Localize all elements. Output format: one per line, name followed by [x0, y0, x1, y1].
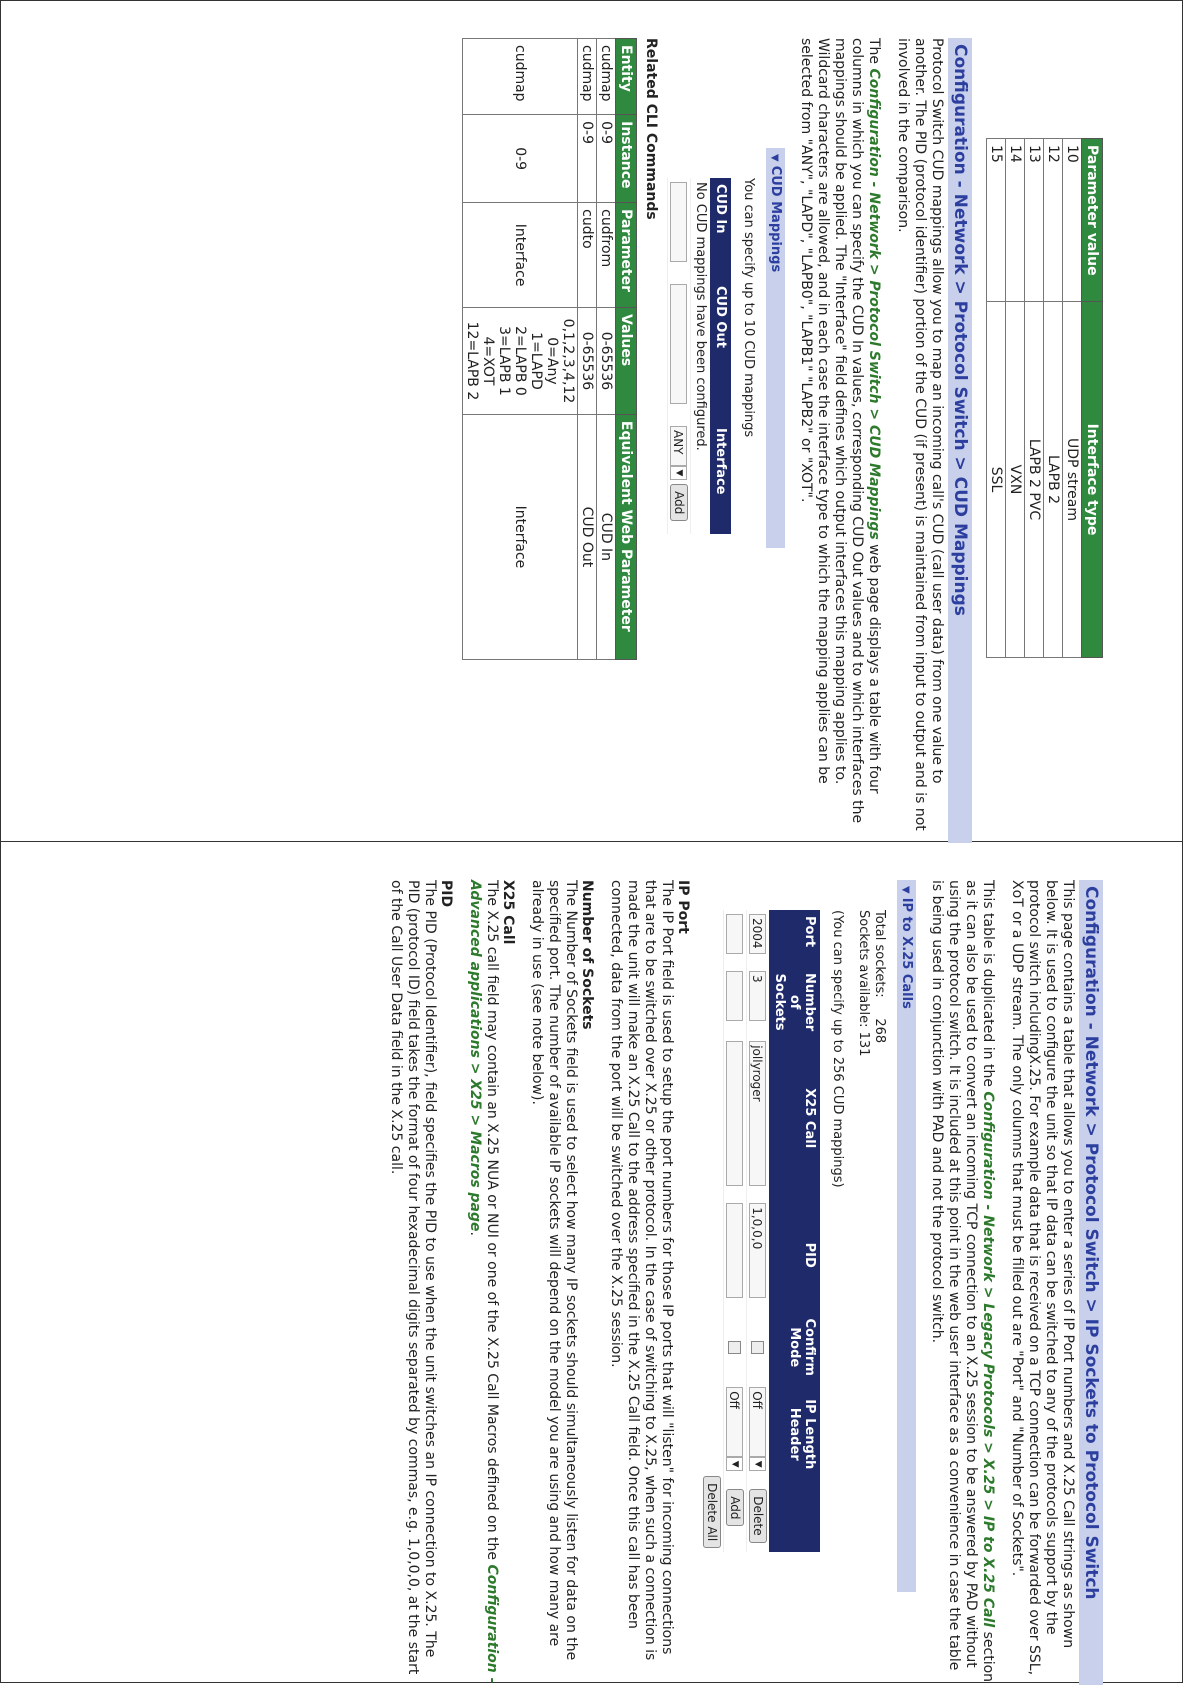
value-line: 1=LAPD: [528, 332, 544, 390]
cell: CUD In: [597, 414, 616, 659]
table-row: [1025, 139, 1044, 658]
cell: [668, 280, 691, 422]
dropdown-arrow-icon[interactable]: ▼: [727, 1457, 744, 1471]
col-interface-type: Interface type: [1082, 302, 1103, 658]
cell: [747, 1311, 770, 1383]
table-row: [1006, 139, 1025, 658]
port-input[interactable]: 2004: [750, 914, 767, 954]
cell: SSL: [987, 302, 1006, 658]
col-entity: Entity: [616, 39, 637, 115]
cell: 12: [1044, 139, 1063, 302]
intro-paragraph: Protocol Switch CUD mappings allow you to map an incoming call's CUD (call user data) from one value to another. The PID (protocol identifier) portion of the CUD (if present) is maintained from input to output and is not involved in the comparison.: [895, 38, 945, 831]
cell: [724, 910, 747, 967]
sheet-border-top: [0, 0, 1183, 1]
cell: cudmap: [578, 39, 597, 115]
cell: [747, 967, 770, 1037]
page-307: [0, 38, 1103, 843]
text: The X.25 call field may contain an X.25 NUA or NUI or one of the X.25 Call Macros defined on the: [484, 880, 500, 1565]
col-web-parameter: Equivalent Web Parameter: [616, 414, 637, 659]
cell: [747, 910, 770, 967]
cell: 0-65536: [578, 308, 597, 415]
ip-to-x25-panel: [701, 880, 916, 1640]
col-actions: [769, 1485, 820, 1552]
cud-mappings-panel: [667, 148, 785, 548]
cell: Interface: [463, 203, 578, 308]
cell: [724, 1383, 747, 1485]
x25-call-section: [466, 880, 516, 1685]
cell: VXN: [1006, 302, 1025, 658]
panel-header[interactable]: [766, 148, 785, 548]
nav-path-link: Configuration - Network > Protocol Switch > CUD Mappings: [866, 68, 882, 540]
pid-text: The PID (Protocol Identifier), field specifies the PID to use when the unit switches an IP connection to X.25. The PID (protocol ID) field takes the format of four hexadecimal digits separated by commas, e.g. 1,0,0,0, at the start of the Call User Data field in the X.25 call.: [388, 880, 438, 1675]
text: .: [467, 1231, 483, 1236]
dropdown-arrow-icon[interactable]: ▼: [750, 1457, 767, 1471]
cell: LAPB 2: [1044, 302, 1063, 658]
cli-commands-table: [462, 38, 637, 660]
x25-call-input[interactable]: [727, 1041, 744, 1186]
cell: [668, 422, 691, 534]
cell: 0-9: [597, 115, 616, 203]
cell: [724, 1037, 747, 1199]
table-row: [987, 139, 1006, 658]
dropdown-arrow-icon[interactable]: ▼: [671, 466, 688, 480]
col-instance: Instance: [616, 115, 637, 203]
cud-out-input[interactable]: [671, 284, 688, 404]
cell: cudfrom: [597, 203, 616, 308]
cell: 0-9: [578, 115, 597, 203]
text: The: [866, 38, 882, 69]
col-parameter-value: Parameter value: [1082, 139, 1103, 302]
cli-title: Related CLI Commands: [643, 38, 659, 220]
value-line: 0=Any: [544, 337, 560, 385]
col-pid: PID: [769, 1199, 820, 1311]
add-button[interactable]: Add: [670, 484, 688, 521]
available-sockets-line: [855, 910, 871, 1640]
text: web page displays a table with four columns in which you can specify the CUD In values, corresponding CUD Out values and to which interfaces the mappings should be applied. The "Interface" field defines which output interfaces this mapping applies to. Wildcard characters are allowed, and in each case the interface type to which the mapping applies can be selected from "ANY", "LAPD", "LAPB0", "LAPB1" "LAPB2" or "XOT".: [798, 38, 882, 824]
socket-stats: [855, 910, 887, 1640]
number-of-sockets-text: The Number of Sockets field is used to select how many IP sockets should simultaneously listen for data on the specified port. The number of available IP sockets will depend on the model you are using and how many are already in use (see note below).: [529, 880, 579, 1661]
cell: [724, 967, 747, 1037]
interface-select[interactable]: ANY: [671, 426, 688, 466]
label: Total sockets:: [872, 910, 887, 998]
values-cell: [463, 308, 578, 415]
description-paragraph: [928, 880, 996, 1685]
limit-note: You can specify up to 10 CUD mappings: [741, 178, 756, 438]
text: section as it can also be used to convert an incoming TCP connection to an X.25 session to be answered by PAD without using the protocol switch. It is included at this point in the web user interface as a convenience in case the table is being used in conjunction with PAD and not the protocol switch.: [929, 880, 996, 1683]
text: This table is duplicated in the: [980, 880, 996, 1092]
cud-in-input[interactable]: [671, 182, 688, 262]
length-header-select[interactable]: Off: [750, 1387, 767, 1457]
cell: UDP stream: [1063, 302, 1082, 658]
value-line: 4=XOT: [480, 336, 496, 386]
total-sockets-value: 268: [872, 1018, 887, 1044]
value-line: 3=LAPB 1: [496, 326, 512, 396]
port-input[interactable]: [727, 914, 744, 954]
cell: [724, 1485, 747, 1552]
ip-port-section: [607, 880, 691, 1685]
cell: [701, 910, 724, 1552]
col-confirm-mode: Confirm Mode: [769, 1311, 820, 1383]
number-of-sockets-heading: Number of Sockets: [579, 880, 595, 1030]
col-ip-length-header: IP Length Header: [769, 1383, 820, 1485]
panel-title: CUD Mappings: [768, 165, 783, 273]
empty-message: No CUD mappings have been configured.: [691, 178, 711, 534]
cell: cudto: [578, 203, 597, 308]
section-title-ip-sockets: Configuration - Network > Protocol Switch > IP Sockets to Protocol Switch: [1079, 880, 1103, 1685]
table-row: [463, 39, 578, 660]
delete-button[interactable]: Delete: [749, 1489, 767, 1542]
description-paragraph: [797, 38, 882, 843]
col-number-of-sockets: Number of Sockets: [769, 967, 820, 1037]
length-header-select[interactable]: Off: [727, 1387, 744, 1457]
cell: 10: [1063, 139, 1082, 302]
add-button[interactable]: Add: [726, 1489, 744, 1526]
cell: 15: [987, 139, 1006, 302]
cell: 14: [1006, 139, 1025, 302]
sockets-input[interactable]: [727, 971, 744, 1021]
intro-paragraph: This page contains a table that allows you to enter a series of IP Port numbers and X.25 Call strings as shown below. It is used to configure the unit so that IP data can be switched to any of the protocols support by the protocol switch includingX.25. For example data that is received on a TCP connection can be forwarded over SSL, XoT or a UDP stream. The only columns that must be filled out are "Port" and "Number of Sockets".: [1009, 880, 1076, 1676]
table-row: [597, 39, 616, 660]
cell: cudmap: [463, 39, 578, 115]
ip-port-text: The IP Port field is used to setup the port numbers for those IP ports that will "listen" for incoming connections that are to be switched over X.25 or other protocol. In the case of switching to X.25, when such a connection is made the unit will make an X.25 Call to the address specified in the X.25 Call field. Once this call has been connected, data from the port will be switched over the X.25 session.: [608, 880, 675, 1661]
cell: [668, 178, 691, 280]
number-of-sockets-section: [528, 880, 595, 1685]
cell: [747, 1383, 770, 1485]
delete-all-button[interactable]: Delete All: [703, 1476, 721, 1548]
macros-page-link[interactable]: Configuration - Advanced applications > X25 > Macros page: [467, 880, 500, 1684]
pid-section: [387, 880, 454, 1685]
cell: [747, 1037, 770, 1199]
interface-type-table: [986, 138, 1103, 658]
cud-mappings-table: [667, 178, 731, 534]
table-row: [724, 910, 747, 1552]
cell: [724, 1199, 747, 1311]
ip-port-heading: IP Port: [675, 880, 691, 934]
cell: CUD Out: [578, 414, 597, 659]
collapse-triangle-icon[interactable]: ▼: [900, 886, 911, 894]
cell: 0-9: [463, 115, 578, 203]
x25-call-heading: X25 Call: [500, 880, 516, 945]
panel-title: IP to X.25 Calls: [899, 897, 914, 1009]
col-parameter: Parameter: [616, 203, 637, 308]
table-row: [747, 910, 770, 1552]
cell: 0-65536: [597, 308, 616, 415]
col-cud-in: CUD In: [710, 178, 731, 280]
available-sockets-value: 131: [856, 1031, 871, 1057]
value-line: 12=LAPB 2: [464, 321, 480, 401]
col-port: Port: [769, 910, 820, 967]
pid-heading: PID: [438, 880, 454, 908]
pid-input[interactable]: 1,0,0,0: [750, 1203, 767, 1298]
panel-header[interactable]: [897, 880, 916, 1592]
table-row: [578, 39, 597, 660]
col-cud-out: CUD Out: [710, 280, 731, 422]
total-sockets-line: [871, 910, 887, 1640]
page-308: [0, 880, 1103, 1685]
label: Sockets available:: [856, 910, 871, 1028]
cell: Interface: [463, 414, 578, 659]
nav-path-link: Configuration - Network > Legacy Protocols > X.25 > IP to X.25 Call: [980, 1091, 996, 1628]
confirm-mode-checkbox[interactable]: [729, 1341, 742, 1354]
cell: cudmap: [597, 39, 616, 115]
x25-call-input[interactable]: jollyroger: [750, 1041, 767, 1186]
col-values: Values: [616, 308, 637, 415]
cell: 13: [1025, 139, 1044, 302]
col-x25-call: X25 Call: [769, 1037, 820, 1199]
section-title-cud-mappings: Configuration - Network > Protocol Switch > CUD Mappings: [948, 38, 972, 843]
cell: [724, 1311, 747, 1383]
ip-to-x25-table: [701, 910, 820, 1552]
limit-note: (You can specify up to 256 CUD mappings): [830, 910, 845, 1188]
cell: [747, 1199, 770, 1311]
cell: LAPB 2 PVC: [1025, 302, 1044, 658]
table-row: [1044, 139, 1063, 658]
value-line: 2=LAPB 0: [512, 326, 528, 396]
pid-input[interactable]: [727, 1203, 744, 1298]
cell: [747, 1485, 770, 1552]
x25-call-text: [466, 880, 500, 1685]
sockets-input[interactable]: 3: [750, 971, 767, 1021]
table-row: [1063, 139, 1082, 658]
value-line: 0,1,2,3,4,12: [560, 318, 576, 404]
collapse-triangle-icon[interactable]: ▼: [769, 154, 780, 162]
col-interface: Interface: [710, 422, 731, 534]
confirm-mode-checkbox[interactable]: [752, 1341, 765, 1354]
